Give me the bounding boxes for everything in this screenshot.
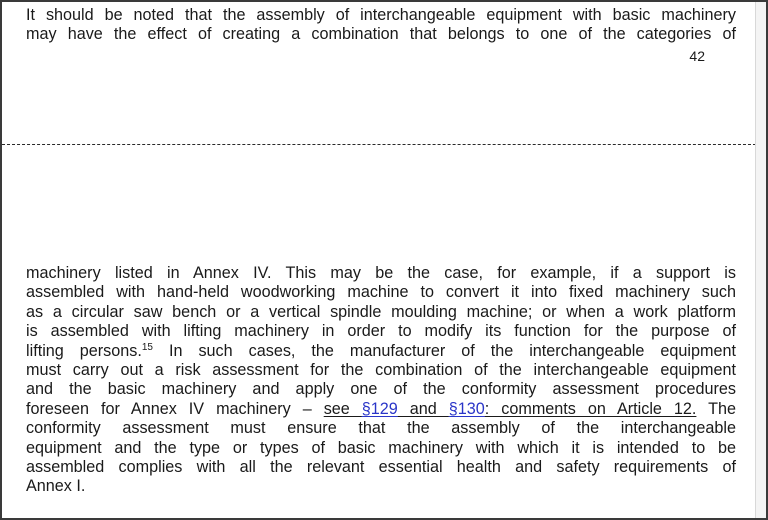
text-line: conformity assessment must ensure that the assembly of the interchangeable (26, 419, 736, 438)
footnote-reference[interactable]: 15 (141, 341, 153, 353)
text-segment: The (696, 399, 736, 418)
xref-prefix: see (323, 399, 362, 418)
link-section-130[interactable]: §130 (448, 399, 485, 418)
text-segment: foreseen for Annex IV machinery – (26, 399, 324, 418)
text-line: equipment and the type or types of basic machinery with which it is intended to be (26, 438, 736, 457)
text-line: and the basic machinery and apply one of the conformity assessment procedures (26, 380, 736, 399)
xref-middle: and (397, 399, 449, 418)
xref-suffix: : comments on Article 12. (484, 399, 697, 418)
text-line: must carry out a risk assessment for the combination of the interchangeable equipment (26, 360, 736, 379)
link-section-129[interactable]: §129 (361, 399, 398, 418)
text-line: may have the effect of creating a combination that belongs to one of the categories of (26, 25, 736, 44)
text-line: assembled complies with all the relevant essential health and safety requirements of (26, 457, 736, 476)
text-line: assembled with hand-held woodworking machine to convert it into fixed machinery such (26, 283, 736, 302)
text-line: It should be noted that the assembly of interchangeable equipment with basic machinery (26, 6, 736, 24)
text-line: machinery listed in Annex IV. This may be the case, for example, if a support is (26, 264, 736, 282)
text-segment: lifting persons. (26, 341, 142, 360)
text-line: as a circular saw bench or a vertical spindle moulding machine; or when a work platform (26, 302, 736, 321)
page-number: 42 (689, 48, 705, 64)
text-line: is assembled with lifting machinery in order to modify its function for the purpose of (26, 322, 736, 341)
text-line: Annex I. (26, 477, 86, 496)
text-segment: In such cases, the manufacturer of the interchangeable equipment (152, 341, 736, 360)
